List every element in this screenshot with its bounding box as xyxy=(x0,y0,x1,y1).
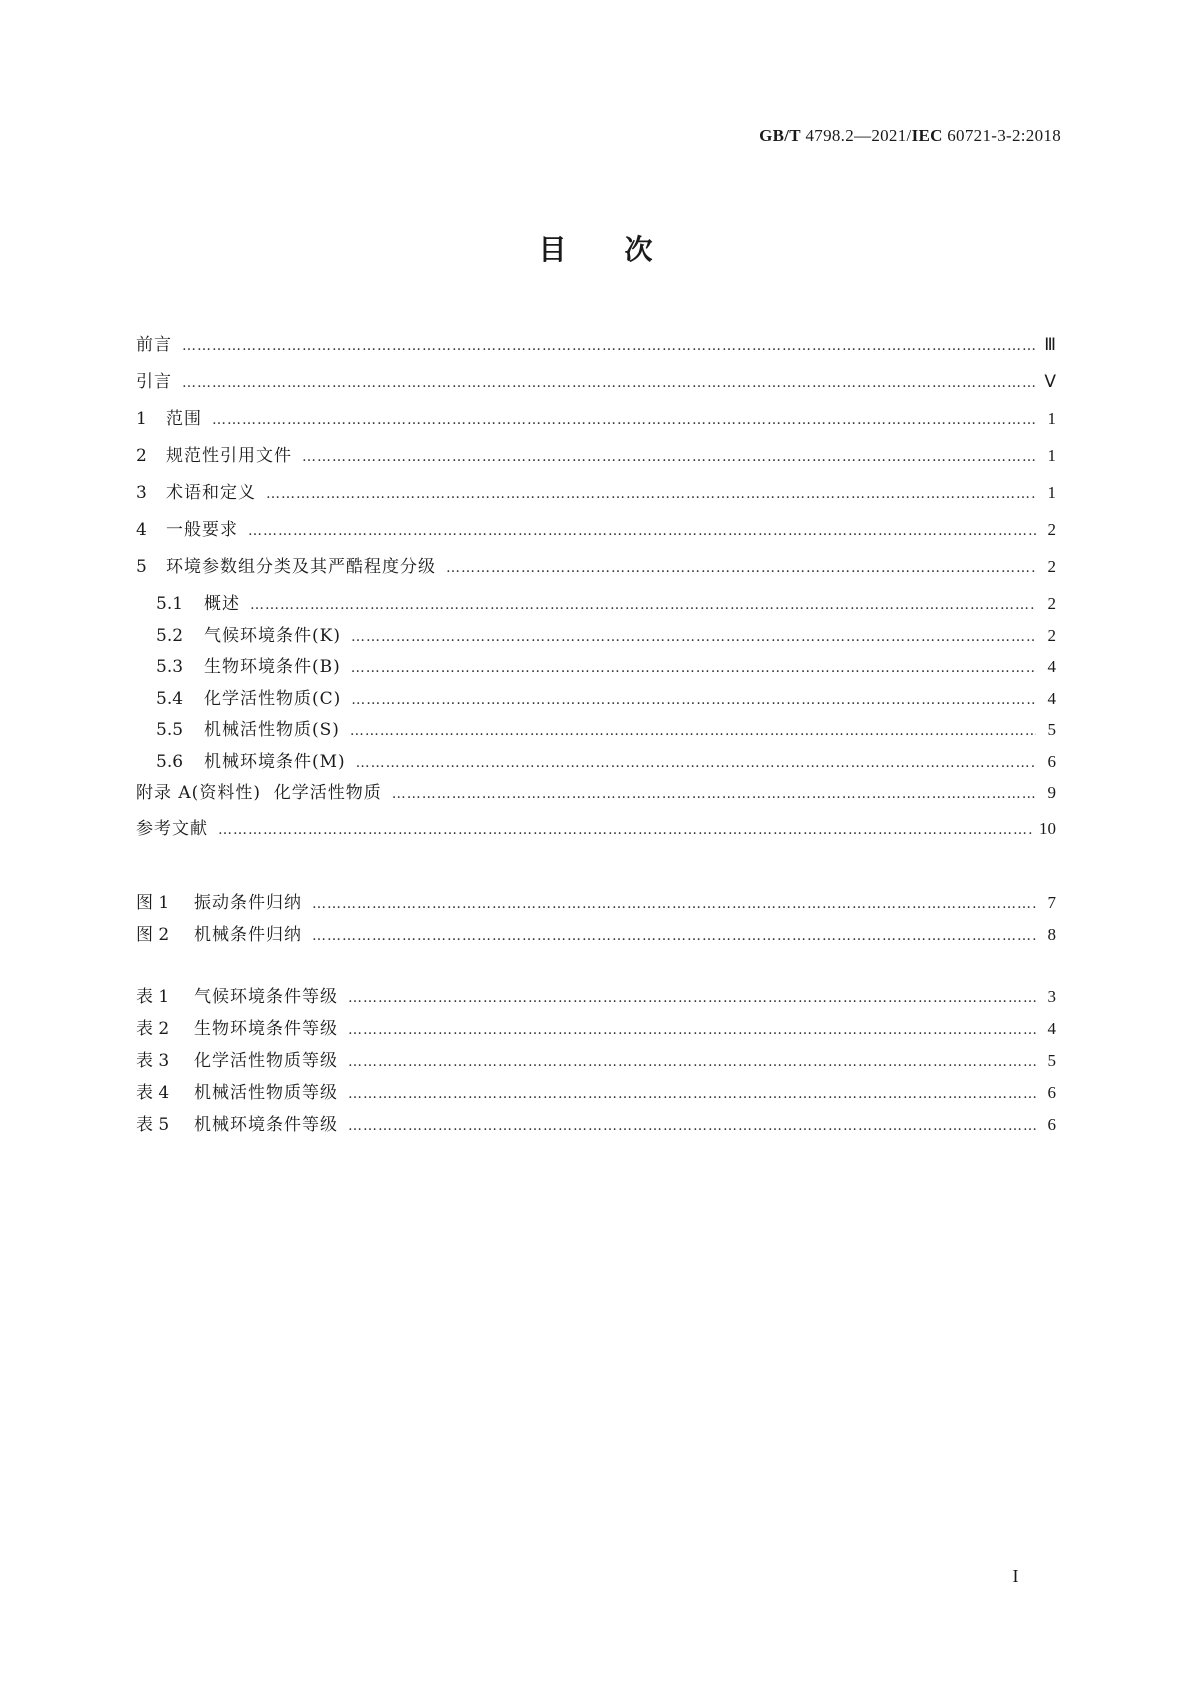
toc-number: 1 xyxy=(136,409,147,429)
toc-page: 2 xyxy=(1047,625,1056,645)
toc-entry-table-1[interactable] xyxy=(136,982,1056,1014)
toc-page: 6 xyxy=(1047,1115,1056,1134)
toc-label: 机械环境条件(M) xyxy=(204,751,346,772)
toc-number: 5.6 xyxy=(156,751,184,772)
leader-dots xyxy=(348,990,1036,1006)
toc-number: 表 4 xyxy=(136,1083,170,1103)
list-of-tables xyxy=(136,982,1056,1142)
leader-dots xyxy=(312,928,1036,944)
page-number: I xyxy=(1012,1566,1019,1586)
toc-number: 5.3 xyxy=(156,657,184,677)
toc-entry-figure-2[interactable] xyxy=(136,920,1056,952)
toc-entry-5-5[interactable] xyxy=(136,715,1056,747)
toc-page: 1 xyxy=(1047,409,1056,428)
leader-dots xyxy=(312,896,1036,912)
toc-page: 4 xyxy=(1047,688,1056,708)
toc-entry-2[interactable] xyxy=(136,441,1056,478)
toc-page: 2 xyxy=(1047,557,1056,576)
leader-dots xyxy=(218,822,1033,838)
toc-page: 1 xyxy=(1047,446,1056,465)
toc-number: 5.1 xyxy=(156,594,184,614)
toc-page: 6 xyxy=(1047,1083,1056,1102)
toc-label: 前言 xyxy=(136,335,172,355)
toc-entry-table-5[interactable] xyxy=(136,1110,1056,1142)
standard-code-iec: IEC xyxy=(911,126,943,145)
leader-dots xyxy=(348,1022,1036,1038)
leader-dots xyxy=(351,692,1036,708)
list-of-figures xyxy=(136,888,1056,952)
toc-number: 4 xyxy=(136,520,147,540)
toc-page: 7 xyxy=(1047,893,1056,912)
toc-entry-table-2[interactable] xyxy=(136,1014,1056,1046)
toc-number: 2 xyxy=(136,446,147,466)
toc-label: 参考文献 xyxy=(136,819,208,839)
leader-dots xyxy=(302,449,1036,465)
leader-dots xyxy=(212,412,1036,428)
toc-entry-5-1[interactable] xyxy=(136,589,1056,621)
toc-entry-5[interactable] xyxy=(136,552,1056,589)
toc-page: 9 xyxy=(1047,783,1056,802)
toc-label: 机械条件归纳 xyxy=(194,925,302,945)
toc-number: 表 3 xyxy=(136,1051,170,1071)
toc-label: 范围 xyxy=(166,409,202,429)
toc-page: 4 xyxy=(1047,1019,1056,1038)
toc-label: 机械环境条件等级 xyxy=(194,1115,338,1135)
toc-number: 5.5 xyxy=(156,720,184,740)
toc-entry-introduction[interactable] xyxy=(136,367,1056,404)
toc-number: 图 1 xyxy=(136,893,170,913)
leader-dots xyxy=(356,755,1036,771)
toc-number: 表 2 xyxy=(136,1019,170,1039)
leader-dots xyxy=(392,786,1036,802)
leader-dots xyxy=(348,1086,1036,1102)
toc-number: 3 xyxy=(136,483,147,503)
toc-page: Ⅲ xyxy=(1044,335,1056,354)
leader-dots xyxy=(446,560,1036,576)
toc-page: 8 xyxy=(1047,925,1056,944)
toc-label: 引言 xyxy=(136,372,172,392)
toc-label: 化学活性物质(C) xyxy=(204,688,342,709)
toc-entry-5-3[interactable] xyxy=(136,652,1056,684)
leader-dots xyxy=(182,338,1036,354)
toc-label: 生物环境条件等级 xyxy=(194,1019,338,1039)
leader-dots xyxy=(350,723,1036,739)
toc-entry-table-3[interactable] xyxy=(136,1046,1056,1078)
toc-label: 生物环境条件(B) xyxy=(204,657,341,677)
toc-entry-figure-1[interactable] xyxy=(136,888,1056,920)
standard-code-tail: 60721-3-2:2018 xyxy=(942,126,1061,145)
toc-entry-4[interactable] xyxy=(136,515,1056,552)
toc-number: 图 2 xyxy=(136,925,170,945)
toc-page: 3 xyxy=(1047,987,1056,1006)
leader-dots xyxy=(348,1118,1036,1134)
toc-entry-appendix-a[interactable] xyxy=(136,778,1056,814)
toc-label: 气候环境条件(K) xyxy=(204,625,341,646)
toc-appendix-group xyxy=(136,778,1056,850)
table-of-contents xyxy=(136,330,1056,1142)
toc-page: 2 xyxy=(1047,520,1056,539)
toc-entry-5-6[interactable] xyxy=(136,747,1056,779)
toc-entry-3[interactable] xyxy=(136,478,1056,515)
leader-dots xyxy=(182,375,1036,391)
toc-page: 6 xyxy=(1047,751,1056,771)
standard-code xyxy=(759,126,1061,146)
toc-number: 5 xyxy=(136,557,147,577)
toc-label: 规范性引用文件 xyxy=(166,446,292,466)
leader-dots xyxy=(351,660,1036,676)
toc-label: 化学活性物质等级 xyxy=(194,1051,338,1071)
toc-entry-1[interactable] xyxy=(136,404,1056,441)
standard-code-prefix: GB/T xyxy=(759,126,801,145)
toc-label: 一般要求 xyxy=(166,520,238,540)
leader-dots xyxy=(348,1054,1036,1070)
toc-page: 1 xyxy=(1047,483,1056,502)
toc-page: 4 xyxy=(1047,657,1056,676)
leader-dots xyxy=(250,597,1036,613)
toc-label: 机械活性物质等级 xyxy=(194,1083,338,1103)
toc-label: 气候环境条件等级 xyxy=(194,987,338,1007)
page-title: 目次 xyxy=(538,233,711,266)
toc-entry-bibliography[interactable] xyxy=(136,814,1056,850)
toc-label: 概述 xyxy=(204,594,240,614)
toc-page: 10 xyxy=(1039,819,1056,838)
toc-entry-5-2[interactable] xyxy=(136,621,1056,653)
toc-page: 5 xyxy=(1047,1051,1056,1070)
toc-label: 机械活性物质(S) xyxy=(204,720,340,740)
toc-page: 2 xyxy=(1047,594,1056,613)
leader-dots xyxy=(248,523,1036,539)
toc-label: 环境参数组分类及其严酷程度分级 xyxy=(166,557,436,577)
leader-dots xyxy=(351,629,1036,645)
toc-entry-5-4[interactable] xyxy=(136,684,1056,716)
toc-number: 表 1 xyxy=(136,987,170,1007)
toc-label: 附录 A(资料性) 化学活性物质 xyxy=(136,783,382,803)
toc-number: 5.4 xyxy=(156,688,184,709)
toc-page: Ⅴ xyxy=(1044,372,1056,391)
toc-main-group xyxy=(136,330,1056,778)
toc-entry-foreword[interactable] xyxy=(136,330,1056,367)
toc-label: 振动条件归纳 xyxy=(194,893,302,913)
toc-label: 术语和定义 xyxy=(166,483,256,503)
leader-dots xyxy=(266,486,1036,502)
toc-number: 5.2 xyxy=(156,625,184,646)
standard-code-number: 4798.2—2021/ xyxy=(800,126,912,145)
toc-page: 5 xyxy=(1047,720,1056,739)
toc-entry-table-4[interactable] xyxy=(136,1078,1056,1110)
toc-number: 表 5 xyxy=(136,1115,170,1135)
